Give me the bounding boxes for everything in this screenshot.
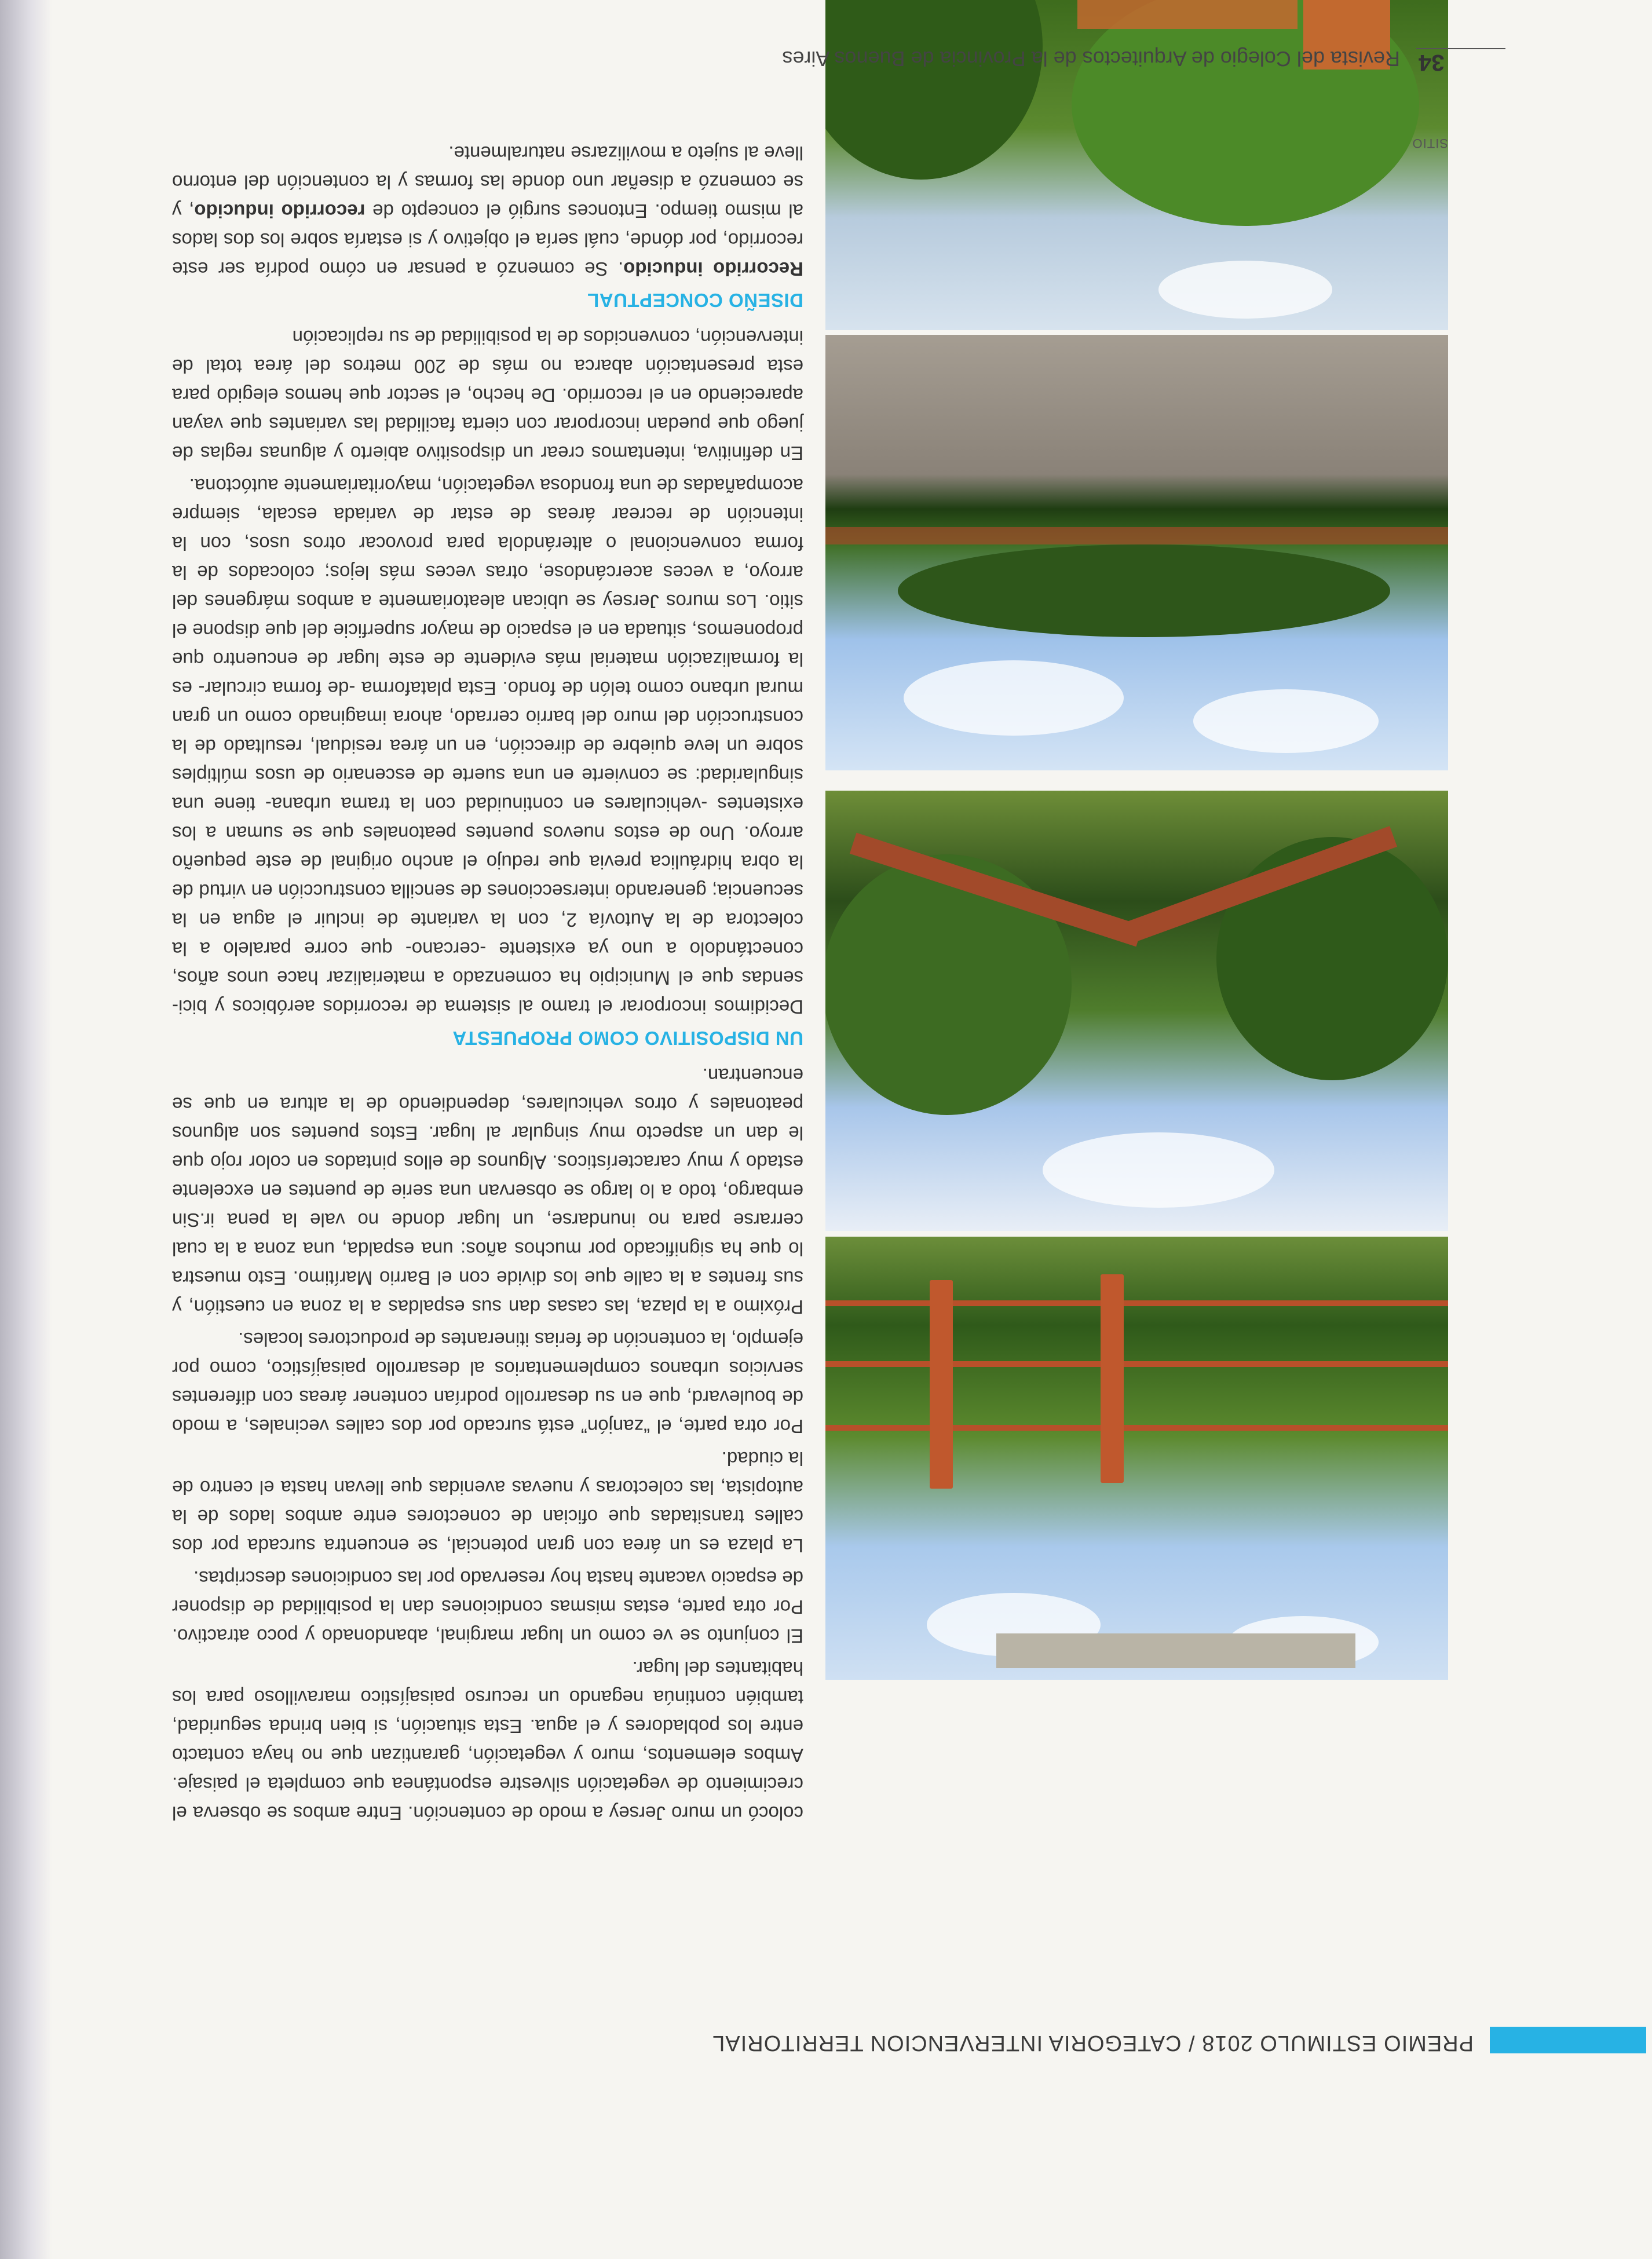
paragraph: El conjunto se ve como un lugar marginal, abandonado y poco atractivo. Por otra parte, estas mismas condiciones dan la posibilidad de disponer de espacio vacante hasta hoy reservado por las condiciones descriptas. <box>172 1567 803 1647</box>
tree-line <box>898 544 1390 637</box>
cloud <box>1158 261 1332 319</box>
railing-bar <box>825 1425 1448 1431</box>
paragraph: La plaza es un área con gran potencial, se encuentra surcada por dos calles transitadas que ofician de conectores entre ambos lados de la autopista, las colectoras y nuevas avenidas que llevan hasta el centro de la ciudad. <box>172 1448 803 1556</box>
cloud <box>1193 689 1379 753</box>
bold-term: recorrido inducido <box>194 200 366 222</box>
tree <box>1216 837 1448 1080</box>
page-number: 34 <box>1416 48 1505 75</box>
article-text <box>172 135 803 1827</box>
fence <box>825 527 1448 544</box>
paragraph-text: , y se comenzó a diseñar uno donde las formas y la contención del entorno lleve al sujeto a movilizarse naturalmente. <box>172 142 803 222</box>
paragraph: Decidimos incorporar el tramo al sistema de recorridos aeróbicos y bici-sendas que el Municipio ha comenzado a materializar hace unos años, conectándolo a uno ya existente -cercano- que corre paralelo a la colectora de la Autovía 2, con la variante de incluir el agua en la secuencia; generando intersecciones de sencilla construcción en virtud de la obra hidráulica previa que redujo el ancho original de este pequeño arroyo. Uno de estos nuevos puentes peatonales que se suman a los existentes -vehiculares en continuidad con la trama urbana- tiene una singularidad: se convierte en una suerte de escenario de usos múltiples sobre un leve quiebre de dirección, en un área residual, resultado de la construcción del muro del barrio cerrado, ahora imaginado como un gran mural urbano como telón de fondo. Esta plataforma -de forma circular- es la formalización material más evidente de este lugar de encuentro que proponemos, situada en el espacio de mayor superficie del que dispone el sitio. Los muros Jersey se ubican aleatoriamente a ambos márgenes del arroyo, a veces acercándose, otras veces más lejos; colocados de la forma convencional o alterándola para provocar otros usos, con la intención de recrear áreas de estar de variada escala, siempre acompañadas de una frondosa vegetación, mayoritariamente autóctona. <box>172 475 803 1018</box>
page-binding-shadow <box>0 0 52 2259</box>
category-header: PREMIO ESTIMULO 2018 / CATEGORIA INTERVENCION TERRITORIAL <box>712 2031 1474 2055</box>
journal-name: Revista del Colegio de Arquitectos de la Provincia de Buenos Aires <box>782 47 1400 71</box>
photo-tree-path <box>825 791 1448 1231</box>
paragraph: En definitiva, intentamos crear un dispositivo abierto y algunas reglas de juego que puedan incorporar con cierta facilidad las variantes que vayan apareciendo en el recorrido. De hecho, el sector que hemos elegido para esta presentación abarca no más de 200 metros del área total de intervención, convencidos de la posibilidad de su replicación <box>172 327 803 464</box>
paragraph-text: . Se comenzó a pensar en cómo podría ser este recorrido, por dónde, cuál sería el objetivo y si estaría sobre los dos lados al mismo tiempo. Entonces surgió el concepto de <box>172 200 803 280</box>
paragraph: colocó un muro Jersey a modo de contención. Entre ambos se observa el crecimiento de vegetación silvestre espontánea que completa el paisaje. Ambos elementos, muro y vegetación, garantizan que no haya contacto entre los pobladores y el agua. Esta situación, si bien brinda seguridad, también continúa negando un recurso paisajístico maravilloso para los habitantes del lugar. <box>172 1658 803 1824</box>
paragraph <box>172 138 803 283</box>
photo-caption: SITIO <box>1412 136 1448 151</box>
category-accent-bar <box>1490 2027 1646 2053</box>
bold-term: Recorrido inducido <box>623 258 803 280</box>
photo-dirt-plaza <box>825 335 1448 770</box>
cloud <box>904 660 1124 736</box>
orange-wall <box>1077 0 1298 29</box>
railing-bar <box>825 1300 1448 1306</box>
railing-post <box>1101 1274 1124 1483</box>
photo-bridge-railing <box>825 1237 1448 1680</box>
paragraph: Próximo a la plaza, las casas dan sus espaldas a la zona en cuestión, y sus frentes a la calle que los divide con el Barrio Marítimo. Esto muestra lo que ha significado por muchos años: una espalda, una zona a la cual cerrarse para no inundarse, un lugar donde no vale la pena ir.Sin embargo, todo a lo largo se observan una serie de puentes en excelente estado y muy característicos. Algunos de ellos pintados en color rojo que le dan un aspecto muy singular al lugar. Estos puentes son algunos peatonales y otros vehiculares, dependiendo de la altura en que se encuentran. <box>172 1065 803 1318</box>
tree <box>825 0 1043 180</box>
paragraph: Por otra parte, el “zanjón” está surcado por dos calles vecinales, a modo de boulevard, que en su desarrollo podrían contener áreas con diferentes servicios urbanos complementarios al desarrollo paisajístico, como por ejemplo, la contención de ferias itinerantes de productores locales. <box>172 1329 803 1437</box>
section-heading: DISEÑO CONCEPTUAL <box>587 290 803 311</box>
railing-post <box>930 1280 953 1489</box>
cloud <box>1043 1132 1274 1208</box>
concrete-slab <box>996 1633 1355 1668</box>
section-heading: UN DISPOSITIVO COMO PROPUESTA <box>452 1028 803 1049</box>
railing-bar <box>825 1361 1448 1367</box>
